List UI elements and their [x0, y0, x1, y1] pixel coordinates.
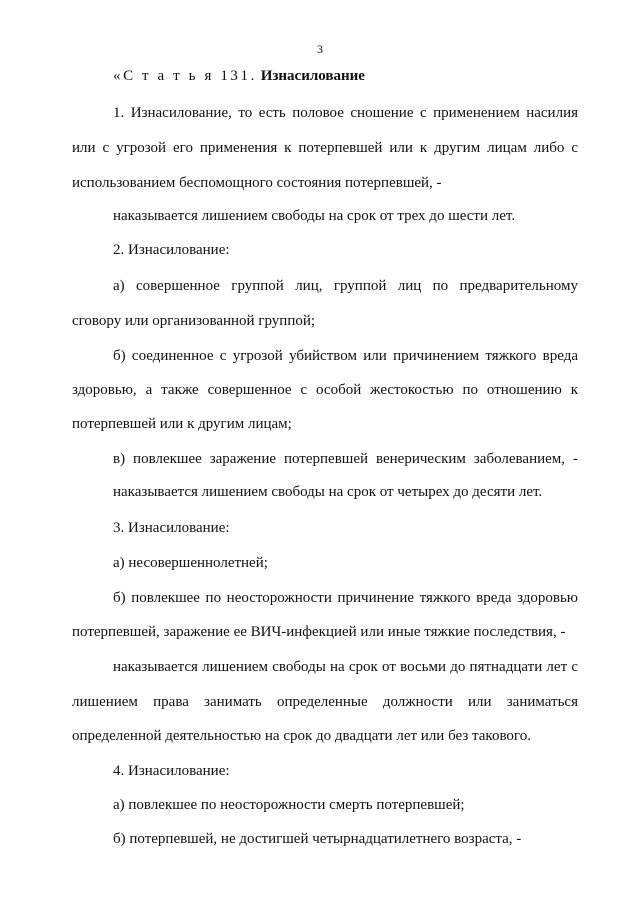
article-heading — [113, 66, 578, 86]
paragraph-line: определенной деятельностью на срок до двадцати лет или без такового. — [72, 728, 531, 744]
paragraph-line: сговору или организованной группой; — [72, 313, 316, 329]
paragraph-line: а) совершенное группой лиц, группой лиц по предварительному — [113, 278, 578, 294]
penalty-line: наказывается лишением свободы на срок от четырех до десяти лет. — [113, 484, 543, 500]
paragraph-line: потерпевшей, заражение ее ВИЧ-инфекцией или иные тяжкие последствия, - — [72, 624, 566, 640]
article-title: Изнасилование — [260, 68, 365, 84]
paragraph-line: использованием беспомощного состояния потерпевшей, - — [72, 175, 442, 191]
paragraph-line: а) несовершеннолетней; — [113, 555, 268, 571]
paragraph-line: лишением права занимать определенные должности или заниматься — [72, 694, 578, 710]
paragraph-line: потерпевшей или к другим лицам; — [72, 416, 292, 432]
paragraph-line: а) повлекшее по неосторожности смерть потерпевшей; — [113, 797, 465, 813]
paragraph-line: б) повлекшее по неосторожности причинение тяжкого вреда здоровью — [113, 590, 578, 606]
paragraph-line: б) соединенное с угрозой убийством или причинением тяжкого вреда — [113, 348, 578, 364]
paragraph-line: 1. Изнасилование, то есть половое сношение с применением насилия — [113, 105, 578, 121]
penalty-line: наказывается лишением свободы на срок от трех до шести лет. — [113, 208, 516, 224]
paragraph-line: б) потерпевшей, не достигшей четырнадцатилетнего возраста, - — [113, 831, 522, 847]
paragraph-line: здоровью, а также совершенное с особой жестокостью по отношению к — [72, 382, 578, 398]
part-title: 2. Изнасилование: — [113, 242, 230, 258]
paragraph-line: в) повлекшее заражение потерпевшей венерическим заболеванием, - — [113, 451, 578, 467]
article-number: «С т а т ь я 131. — [113, 68, 257, 84]
part-title: 3. Изнасилование: — [113, 520, 230, 536]
page-number: 3 — [317, 42, 323, 56]
penalty-line: наказывается лишением свободы на срок от восьми до пятнадцати лет с — [113, 659, 578, 675]
part-title: 4. Изнасилование: — [113, 763, 230, 779]
paragraph-line: или с угрозой его применения к потерпевшей или к другим лицам либо с — [72, 140, 578, 156]
